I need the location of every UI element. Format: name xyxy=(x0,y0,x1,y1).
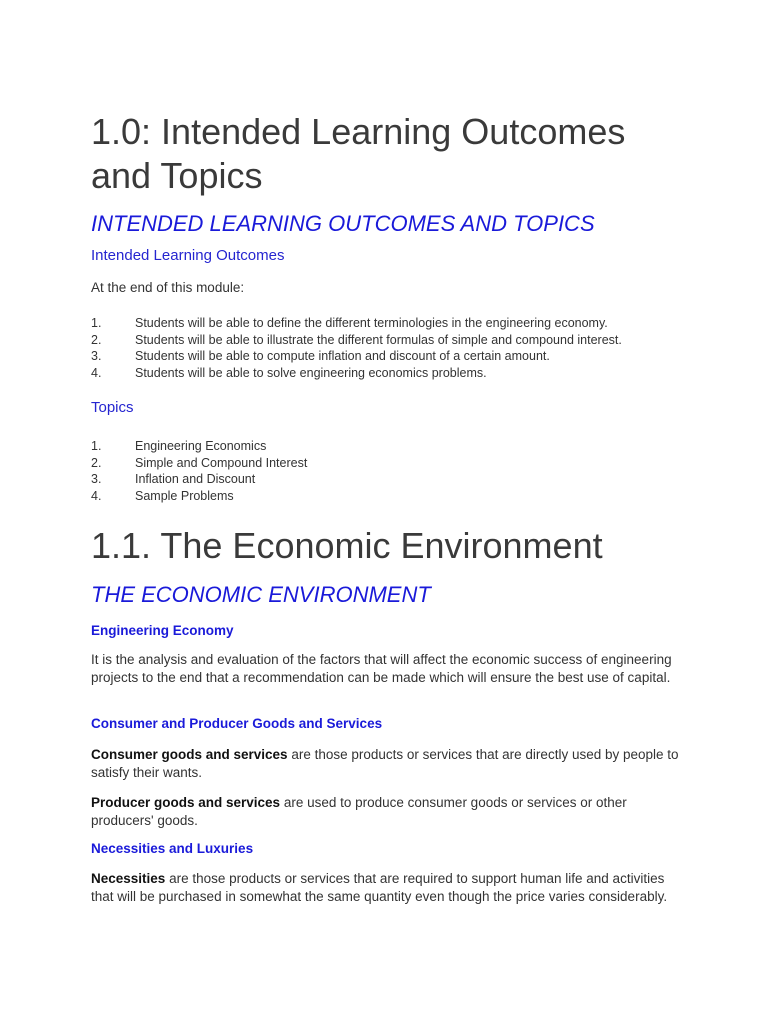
section-subtitle: INTENDED LEARNING OUTCOMES AND TOPICS xyxy=(91,211,595,236)
necessities-term: Necessities xyxy=(91,871,166,886)
list-item-text: Sample Problems xyxy=(135,488,234,503)
producer-goods-term: Producer goods and services xyxy=(91,795,281,810)
list-item xyxy=(91,365,711,382)
list-item-number: 4. xyxy=(91,488,102,503)
list-item-text: Students will be able to compute inflation and discount of a certain amount. xyxy=(135,349,550,363)
producer-goods-paragraph xyxy=(91,794,681,830)
outcomes-heading: Intended Learning Outcomes xyxy=(91,247,285,264)
list-item-text: Students will be able to solve engineering economics problems. xyxy=(135,365,487,380)
section-title xyxy=(91,110,731,198)
list-item xyxy=(91,438,711,455)
list-item xyxy=(91,332,711,349)
list-item-text: Simple and Compound Interest xyxy=(135,455,308,470)
engineering-economy-text: It is the analysis and evaluation of the factors that will affect the economic success of engineering projects to the end that a recommendation can be made which will ensure the best use of capital. xyxy=(91,652,672,685)
producer-goods-text: are used to produce consumer goods or services or other producers' goods. xyxy=(91,795,627,828)
list-item-number: 3. xyxy=(91,349,102,363)
outcomes-list xyxy=(91,315,711,381)
topics-heading: Topics xyxy=(91,399,134,416)
list-item-text: Students will be able to illustrate the different formulas of simple and compound interest. xyxy=(135,332,622,347)
list-item-number: 2. xyxy=(91,332,102,347)
list-item-number: 2. xyxy=(91,455,102,470)
section-title-line-1: 1.0: Intended Learning Outcomes xyxy=(91,111,626,152)
engineering-economy-heading: Engineering Economy xyxy=(91,623,234,638)
necessities-paragraph xyxy=(91,870,681,906)
list-item-number: 4. xyxy=(91,365,102,380)
topics-list xyxy=(91,438,711,504)
consumer-goods-paragraph xyxy=(91,746,681,782)
section-title-line-2: and Topics xyxy=(91,155,263,196)
consumer-goods-text: are those products or services that are directly used by people to satisfy their wants. xyxy=(91,747,679,780)
goods-services-heading: Consumer and Producer Goods and Services xyxy=(91,716,383,731)
list-item-text: Engineering Economics xyxy=(135,439,267,453)
list-item-number: 1. xyxy=(91,439,102,453)
list-item-number: 1. xyxy=(91,316,102,330)
list-item xyxy=(91,488,711,505)
list-item xyxy=(91,348,711,365)
list-item-number: 3. xyxy=(91,472,102,486)
list-item xyxy=(91,315,711,332)
consumer-goods-term: Consumer goods and services xyxy=(91,747,288,762)
section-title-economic-environment: 1.1. The Economic Environment xyxy=(91,525,603,566)
list-item-text: Students will be able to define the different terminologies in the engineering economy. xyxy=(135,316,608,330)
list-item xyxy=(91,455,711,472)
intro-text: At the end of this module: xyxy=(91,280,245,295)
list-item-text: Inflation and Discount xyxy=(135,472,256,486)
section-subtitle-economic-environment: THE ECONOMIC ENVIRONMENT xyxy=(91,582,431,607)
necessities-text: are those products or services that are required to support human life and activities that will be purchased in somewhat the same quantity even though the price varies considerably. xyxy=(91,871,668,904)
list-item xyxy=(91,471,711,488)
necessities-heading: Necessities and Luxuries xyxy=(91,841,254,856)
